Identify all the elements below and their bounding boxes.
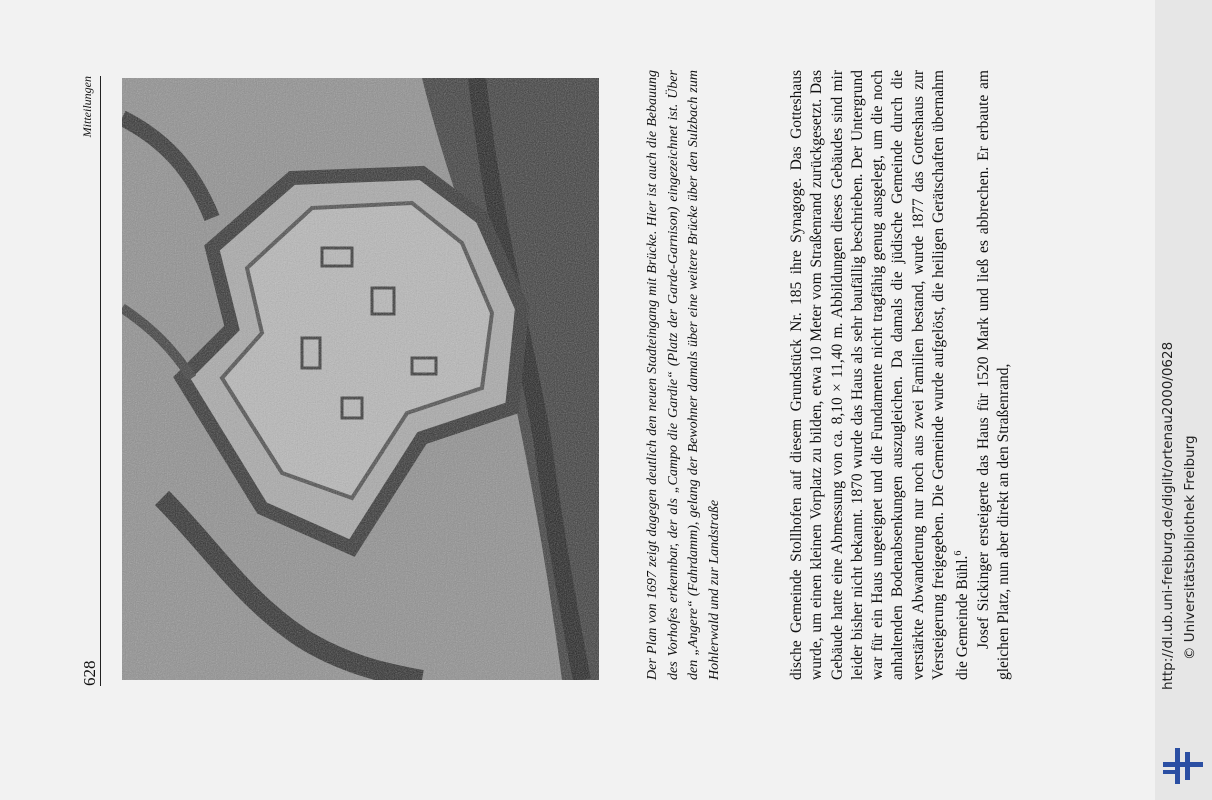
figure-caption: Der Plan von 1697 zeigt dagegen deutlich den neuen Stadteingang mit Brücke. Hier ist auch die Bebauung des Vorhofes erkennbar, der als „Campo die Gardie“ (Platz der Garde-Garnison) eingezeichnet ist. Über den „Angere“ (Fahrdamm), gelang der Bewohner damals über eine weitere Brücke über den Sulzbach zum Hohlerwald und zur Landstraße (645, 70, 722, 680)
paragraph: Josef Sickinger ersteigerte das Haus für 1520 Mark und ließ es abbrechen. Er erbaute am gleichen Platz, nun aber direkt an den Straßenrand, (974, 70, 1013, 680)
source-url-link[interactable]: http://dl.ub.uni-freiburg.de/diglit/ortenau2000/0628 (1160, 341, 1176, 690)
header-rule (100, 76, 101, 686)
library-logo-icon (1163, 748, 1203, 784)
footnote-ref: 6 (953, 550, 965, 556)
copyright-notice: © Universitätsbibliothek Freiburg (1182, 435, 1198, 660)
historic-map-photo (122, 78, 599, 680)
paragraph (787, 70, 974, 680)
running-head: Mitteilungen (80, 76, 94, 138)
page-number: 628 (80, 660, 99, 686)
paragraph-text: dische Gemeinde Stollhofen auf diesem Grundstück Nr. 185 ihre Synagoge. Das Gotteshaus wurde, um einen kleinen Vorplatz zu bilden, etwa 10 Meter vom Straßenrand zurückgesetzt. Das Gebäude hatte eine Abmessung von ca. 8,10 × 11,40 m. Abbildungen dieses Gebäudes sind mir leider bisher nicht bekannt. 1870 wurde das Haus als sehr baufällig beschrieben. Der Untergrund war für ein Haus ungeeignet und die Fundamente nicht tragfähig genug ausgelegt, um die noch anhaltenden Bodenabsenkungen auszugleichen. Da damals die jüdische Gemeinde durch die verstärkte Abwanderung nur noch aus zwei Familien bestand, wurde 1877 das Gotteshaus zur Versteigerung freigegeben. Die Gemeinde wurde aufgelöst, die heiligen Gerätschaften übernahm die Gemeinde Bühl. (788, 70, 972, 680)
page-header (80, 76, 102, 686)
fortress-plan-image (122, 78, 599, 680)
body-text (787, 70, 1059, 680)
